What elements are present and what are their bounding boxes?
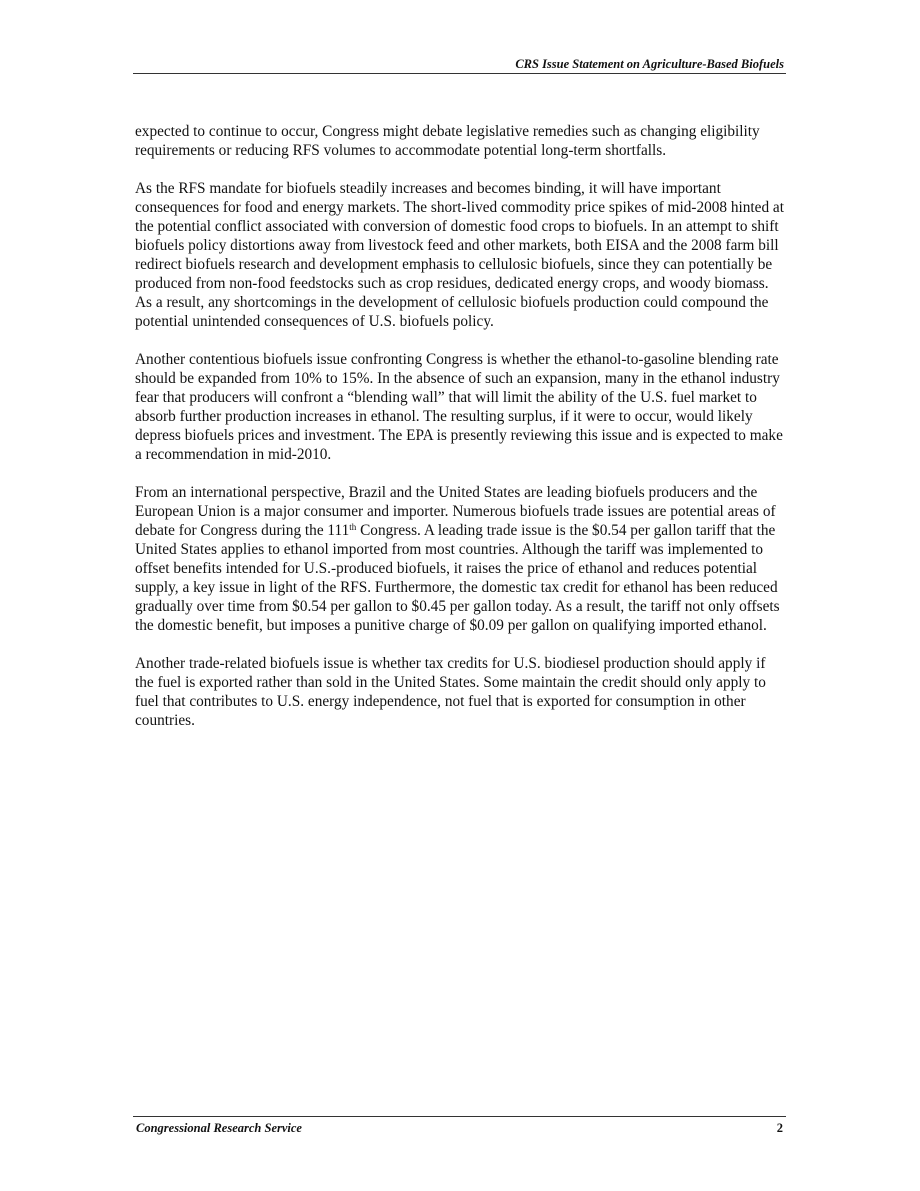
ordinal-superscript: th xyxy=(349,522,357,532)
paragraph-1: expected to continue to occur, Congress might debate legislative remedies such as changing eligibility requirements or reducing RFS volumes to accommodate potential long-term shortfalls. xyxy=(135,123,760,159)
paragraph-4-text-before: From an international perspective, Brazil and the United States are leading biofuels producers and the European Union is a major consumer and importer. Numerous biofuels trade issues are potential areas of debate for Congress during the 111 xyxy=(135,484,776,539)
paragraph-3: Another contentious biofuels issue confronting Congress is whether the ethanol-to-gasoline blending rate should be expanded from 10% to 15%. In the absence of such an expansion, many in the ethanol industry fear that producers will confront a “blending wall” that will limit the ability of the U.S. fuel market to absorb further production increases in ethanol. The resulting surplus, if it were to occur, would likely depress biofuels prices and investment. The EPA is presently reviewing this issue and is expected to make a recommendation in mid-2010. xyxy=(135,351,783,463)
header-title: CRS Issue Statement on Agriculture-Based Biofuels xyxy=(515,57,784,71)
paragraph-5: Another trade-related biofuels issue is whether tax credits for U.S. biodiesel production should apply if the fuel is exported rather than sold in the United States. Some maintain the credit should only apply to fuel that contributes to U.S. energy independence, not fuel that is exported for consumption in other countries. xyxy=(135,655,766,729)
page-header xyxy=(133,57,786,74)
document-body xyxy=(135,122,786,749)
paragraph-4-text-after: Congress. A leading trade issue is the $0.54 per gallon tariff that the United States applies to ethanol imported from most countries. Although the tariff was implemented to offset benefits intended for U.S.-produced biofuels, it raises the price of ethanol and reduces potential supply, a key issue in light of the RFS. Furthermore, the domestic tax credit for ethanol has been reduced gradually over time from $0.54 per gallon to $0.45 per gallon today. As a result, the tariff not only offsets the domestic benefit, but imposes a punitive charge of $0.09 per gallon on qualifying imported ethanol. xyxy=(135,522,780,634)
page-number: 2 xyxy=(776,1121,783,1135)
paragraph-2: As the RFS mandate for biofuels steadily increases and becomes binding, it will have important consequences for food and energy markets. The short-lived commodity price spikes of mid-2008 hinted at the potential conflict associated with conversion of domestic food crops to biofuels. In an attempt to shift biofuels policy distortions away from livestock feed and other markets, both EISA and the 2008 farm bill redirect biofuels research and development emphasis to cellulosic biofuels, since they can potentially be produced from non-food feedstocks such as crop residues, dedicated energy crops, and woody biomass. As a result, any shortcomings in the development of cellulosic biofuels production could compound the potential unintended consequences of U.S. biofuels policy. xyxy=(135,180,784,330)
footer-divider xyxy=(133,1116,786,1117)
page-footer xyxy=(133,1116,786,1136)
footer-organization: Congressional Research Service xyxy=(136,1121,302,1135)
paragraph-4 xyxy=(135,483,786,635)
header-divider xyxy=(133,73,786,74)
